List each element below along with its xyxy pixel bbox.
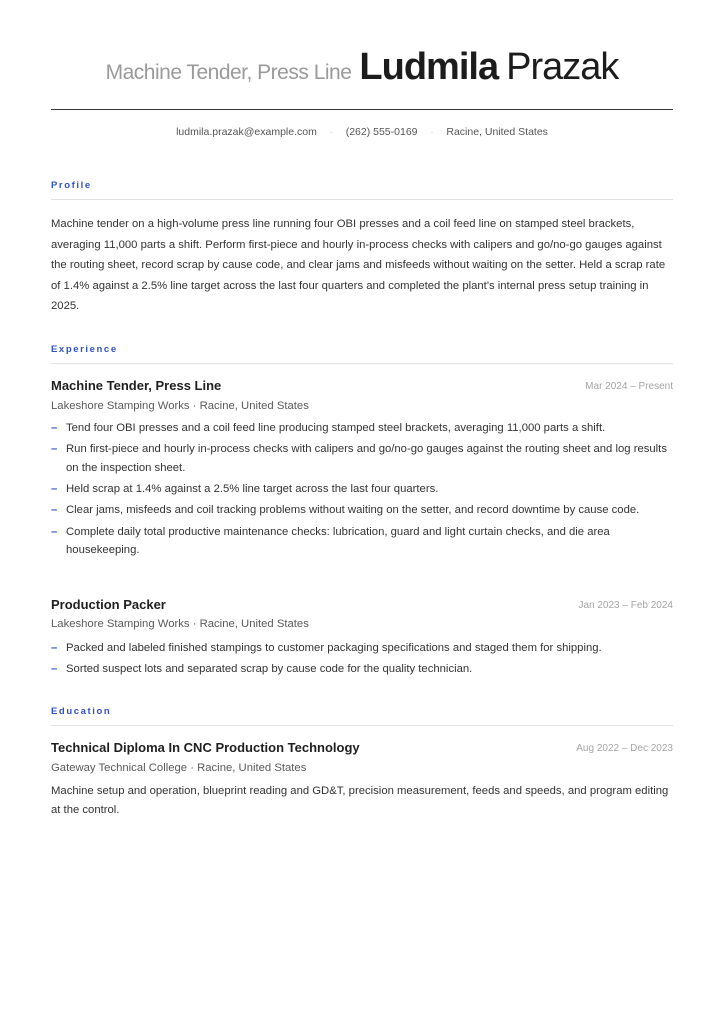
contact-separator: ·	[430, 127, 434, 137]
dash-icon: –	[51, 422, 58, 434]
dash-icon: –	[51, 483, 58, 496]
job-bullet-text: Clear jams, misfeeds and coil tracking problems without waiting on the setter, and record downtime by cause code.	[66, 504, 640, 517]
education-description: Machine setup and operation, blueprint reading and GD&T, precision measurement, feeds and speeds, and program editing at the control.	[51, 785, 669, 816]
contact-phone[interactable]: (262) 555-0169	[345, 126, 418, 138]
job-bullet-text: Packed and labeled finished stampings to customer packaging specifications and staged them for shipping.	[66, 642, 602, 654]
experience-section-title: Experience	[51, 344, 118, 355]
job-bullet	[51, 419, 673, 438]
contact-separator: ·	[329, 127, 333, 137]
experience-section-divider	[51, 363, 673, 364]
profile-section-divider	[51, 199, 673, 200]
education-section-divider	[51, 725, 673, 726]
job-bullet-text: Tend four OBI presses and a coil feed line producing stamped steel brackets, averaging 11,000 parts a shift.	[66, 422, 606, 434]
job-bullet-list	[51, 639, 673, 682]
education-dates: Aug 2022 – Dec 2023	[576, 743, 673, 754]
first-name: Ludmila	[359, 46, 499, 88]
job-bullet-text: Run first-piece and hourly in-process checks with calipers and go/no-go gauges against the routing sheet and log results on the inspection sheet.	[66, 443, 667, 474]
job-bullet-text: Complete daily total productive maintenance checks: lubrication, guard and light curtain checks, and die area housekeeping.	[66, 525, 610, 557]
contact-location: Racine, United States	[446, 126, 548, 138]
resume-header	[51, 46, 673, 89]
job-organization: Lakeshore Stamping Works · Racine, United States	[51, 618, 309, 630]
job-bullet	[51, 523, 673, 560]
contact-line	[51, 126, 673, 138]
job-bullet	[51, 501, 673, 520]
job-bullet-list	[51, 419, 673, 563]
education-institution: Gateway Technical College · Racine, United States	[51, 762, 307, 774]
profile-summary: Machine tender on a high-volume press line running four OBI presses and a coil feed line on stamped steel brackets, averaging 11,000 parts a shift. Perform first-piece and hourly in-process checks with calipers and go/no-go gauges against the routing sheet, record scrap by cause code, and clear jams and misfeeds without waiting on the setter. Held a scrap rate of 1.4% against a 2.5% line target across the last four quarters and completed the plant's internal press setup training in 2025.	[51, 218, 666, 313]
job-bullet	[51, 440, 673, 477]
job-organization: Lakeshore Stamping Works · Racine, United States	[51, 400, 309, 412]
job-role-title: Machine Tender, Press Line	[105, 61, 352, 84]
dash-icon: –	[51, 663, 58, 676]
contact-email[interactable]: ludmila.prazak@example.com	[176, 126, 317, 138]
job-dates: Mar 2024 – Present	[585, 381, 673, 392]
job-bullet	[51, 660, 673, 679]
education-title: Technical Diploma In CNC Production Technology	[51, 740, 360, 755]
job-bullet-text: Held scrap at 1.4% against a 2.5% line target across the last four quarters.	[66, 483, 439, 496]
dash-icon: –	[51, 642, 58, 654]
education-section-title: Education	[51, 706, 112, 717]
header-divider	[51, 109, 673, 110]
dash-icon: –	[51, 525, 58, 538]
job-title: Production Packer	[51, 597, 166, 612]
job-dates: Jan 2023 – Feb 2024	[578, 600, 673, 611]
dash-icon: –	[51, 443, 58, 456]
job-bullet	[51, 639, 673, 658]
job-title: Machine Tender, Press Line	[51, 378, 222, 393]
job-bullet-text: Sorted suspect lots and separated scrap by cause code for the quality technician.	[66, 663, 473, 676]
dash-icon: –	[51, 504, 58, 517]
profile-section-title: Profile	[51, 180, 92, 191]
job-bullet	[51, 480, 673, 499]
last-name: Prazak	[506, 46, 619, 88]
